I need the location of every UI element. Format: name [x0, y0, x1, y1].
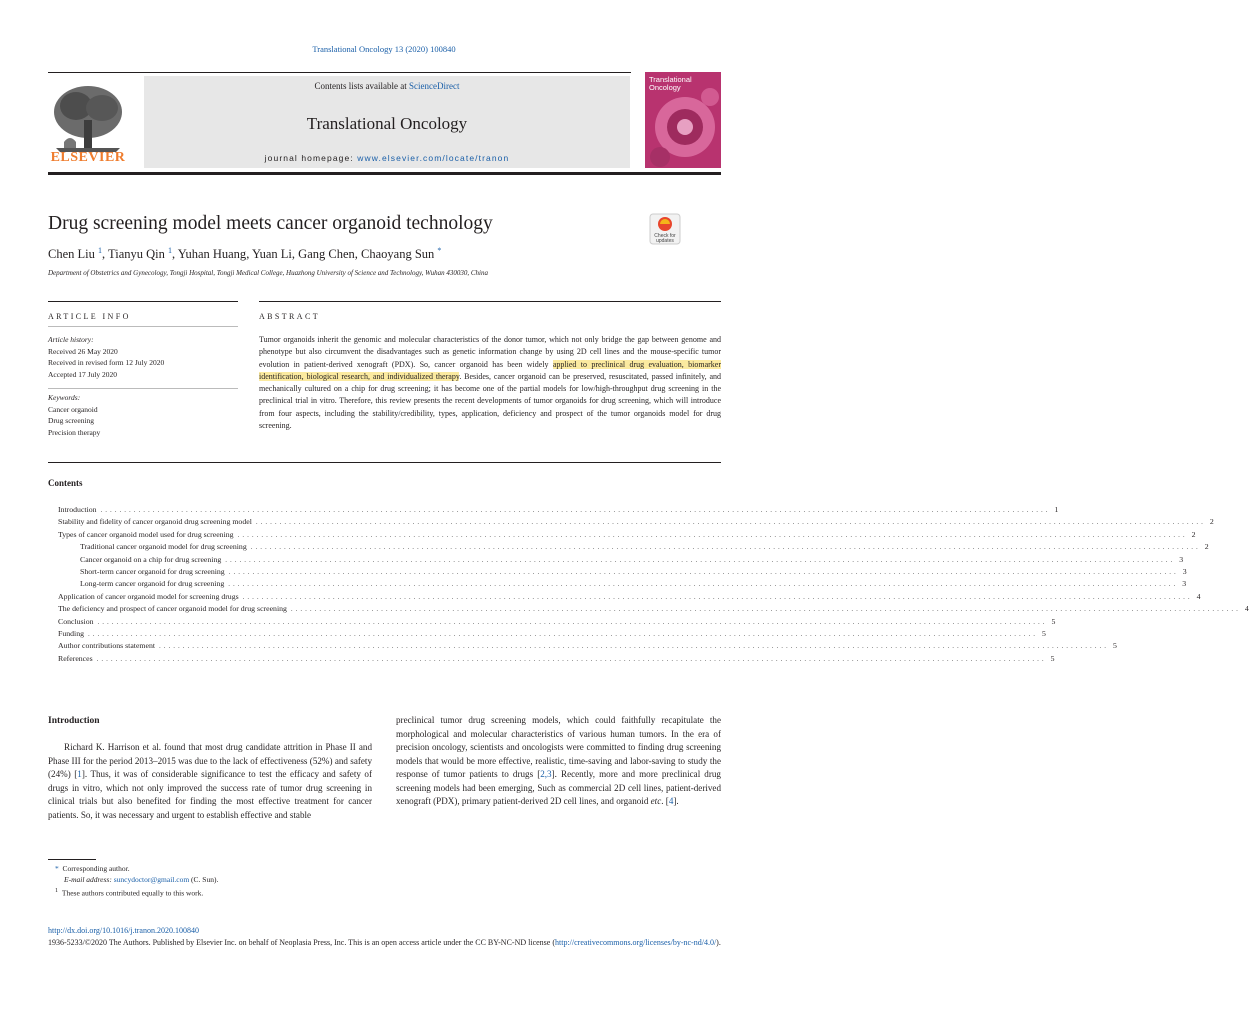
license-text: ).: [716, 938, 721, 947]
keywords-label: Keywords:: [48, 393, 81, 402]
toc-entry-page[interactable]: 2: [1209, 517, 1214, 527]
journal-homepage: [144, 153, 630, 163]
toc-entry-page[interactable]: 3: [1182, 579, 1187, 589]
footnote-rule: [48, 859, 96, 860]
email-footnote: [64, 874, 218, 885]
toc-entry-label[interactable]: Stability and fidelity of cancer organoid drug screening model: [58, 517, 252, 527]
highlighted-text[interactable]: applied to preclinical drug evaluation, biomarker identification, biological research, and individualized therapy: [259, 359, 721, 381]
license-statement: [48, 937, 721, 949]
license-text: 1936-5233/©2020 The Authors. Published by Elsevier Inc. on behalf of Neoplasia Press, Inc. This is an open access article under the CC BY-NC-ND license (: [48, 938, 556, 947]
toc-leader-dots: ........................................................................................................................................................................................................: [88, 629, 1038, 638]
author-name[interactable]: Yuan Li: [251, 247, 292, 262]
author-name[interactable]: Yuhan Huang: [177, 247, 247, 262]
toc-entry-label[interactable]: Application of cancer organoid model for screening drugs: [58, 591, 239, 601]
article-info-heading: ARTICLE INFO: [48, 312, 131, 321]
sciencedirect-link[interactable]: ScienceDirect: [409, 81, 460, 91]
toc-entry[interactable]: [58, 641, 1117, 653]
toc-entry[interactable]: [58, 542, 1209, 554]
toc-entry-page[interactable]: 2: [1204, 542, 1209, 552]
author-name[interactable]: Chen Liu: [48, 247, 95, 262]
toc-entry-label[interactable]: Long-term cancer organoid for drug screening: [80, 579, 225, 589]
footnote-mark: *: [55, 864, 59, 873]
toc-leader-dots: ........................................................................................................................................................................................................: [255, 518, 1206, 527]
abstract-rule: [259, 301, 721, 302]
toc-entry-page[interactable]: 1: [1054, 505, 1059, 514]
body-text: ]. Thus, it was of considerable significance to test the efficacy and safety of drugs in vitro, which not only improved the success rate of tumor drug screening in clinical trials but also benefited for finding the most effective treatment for cancer patients. So, it was necessary and urgent to establish effective and stable: [48, 769, 372, 820]
corresponding-footnote: [55, 863, 130, 874]
elsevier-wordmark: ELSEVIER: [50, 150, 126, 165]
toc-leader-dots: ........................................................................................................................................................................................................: [237, 530, 1188, 539]
journal-cover-image[interactable]: [645, 72, 721, 168]
header-rule-top: [48, 72, 631, 73]
footnote-mark: 1: [55, 887, 59, 894]
citation-link[interactable]: 2,3: [540, 769, 552, 779]
toc-entry-label[interactable]: References: [58, 653, 93, 663]
toc-entry-label[interactable]: Traditional cancer organoid model for drug screening: [80, 542, 247, 552]
email-link[interactable]: suncydoctor@gmail.com: [113, 875, 190, 884]
author-mark[interactable]: 1: [98, 246, 102, 255]
toc-leader-dots: ........................................................................................................................................................................................................: [96, 654, 1047, 663]
footnote-text: These authors contributed equally to this work.: [61, 888, 204, 898]
toc-entry[interactable]: [58, 628, 1046, 641]
article-info-rule: [48, 301, 238, 302]
contents-prefix: Contents lists available at: [314, 81, 409, 91]
toc-entry-page[interactable]: 5: [1113, 641, 1117, 651]
toc-entry-label[interactable]: Cancer organoid on a chip for drug screening: [80, 554, 222, 564]
toc-leader-dots: ........................................................................................................................................................................................................: [100, 506, 1051, 514]
body-text: . [: [661, 796, 669, 806]
info-rule: [48, 388, 238, 389]
homepage-link[interactable]: www.elsevier.com/locate/tranon: [357, 153, 510, 163]
toc-entry-label[interactable]: Introduction: [58, 505, 97, 514]
toc-entry-page[interactable]: 5: [1051, 616, 1056, 626]
toc-entry-page[interactable]: 3: [1179, 554, 1184, 564]
toc-entry-label[interactable]: Conclusion: [58, 616, 94, 626]
journal-citation[interactable]: Translational Oncology 13 (2020) 100840: [312, 44, 456, 54]
footnote-text: Corresponding author.: [62, 864, 130, 873]
homepage-prefix: journal homepage:: [264, 153, 358, 163]
body-text: preclinical tumor drug screening models, which could faithfully recapitulate the morphological and molecular characteristics of various human tumors. In the era of precision oncology, scientists and oncologists were committed to finding drug screening models that would be more effective, realistic, time-saving and labor-saving to study the response of tumor patients to drugs [: [396, 715, 721, 779]
toc-leader-dots: ........................................................................................................................................................................................................: [228, 567, 1179, 576]
citation-link[interactable]: 1: [77, 769, 82, 779]
history-label: Article history:: [48, 335, 94, 344]
equal-contribution-footnote: [55, 885, 203, 899]
citation-link[interactable]: 4: [668, 796, 674, 806]
toc-entry-page[interactable]: 4: [1196, 591, 1201, 601]
introduction-heading: Introduction: [48, 716, 100, 726]
check-for-updates-label: Check for updates: [654, 233, 676, 244]
abstract-text: [259, 334, 721, 432]
toc-leader-dots: ........................................................................................................................................................................................................: [290, 605, 1241, 614]
toc-leader-dots: ........................................................................................................................................................................................................: [228, 580, 1179, 589]
toc-entry-label[interactable]: Author contributions statement: [58, 641, 156, 651]
body-text: ].: [673, 796, 679, 806]
toc-entry-label[interactable]: Short-term cancer organoid for drug screening: [80, 566, 225, 576]
toc-entry-page[interactable]: 5: [1050, 653, 1055, 663]
toc-entry[interactable]: [58, 566, 1187, 579]
toc-entry[interactable]: [58, 604, 1249, 616]
body-text: ]. Recently, more and more preclinical drug screening models had been emerging, Such as commercial 2D cell lines, patient-derived xenograft (PDX), primary patient-derived 2D cell lines, and organoid: [396, 769, 721, 806]
body-text-italic: etc: [650, 796, 662, 806]
author-list: Chen Liu $^1$, Tianyu Qin $^1$, Yuhan Huang, Yuan Li, Gang Chen, Chaoyang Sun *: [48, 246, 442, 262]
toc-leader-dots: ........................................................................................................................................................................................................: [97, 617, 1048, 626]
author-name[interactable]: Gang Chen: [298, 247, 355, 262]
toc-entry[interactable]: [58, 616, 1056, 629]
keyword: Cancer organoid: [48, 404, 98, 414]
table-of-contents: [58, 505, 1249, 666]
abstract-part: . Besides, cancer organoid can be preserved, resuscitated, passed infinitely, and mechanically cultured on a chip for drug screening; it has become one of the partial models for low/high-throughput drug screening in the preclinical trial in vitro. Therefore, this review presents the recent developments of tumor organoids for drug screening, which will introduce from four aspects, including the stability/credibility, types, application, deficiency and prospect of the tumor organoids model for drug screening.: [259, 371, 722, 431]
contents-heading: Contents: [48, 478, 83, 488]
info-rule: [48, 326, 238, 327]
toc-entry[interactable]: [58, 579, 1187, 591]
toc-entry-label[interactable]: Funding: [58, 628, 84, 638]
journal-title: Translational Oncology: [306, 114, 468, 133]
contents-available-line: [144, 81, 630, 91]
author-name[interactable]: Chaoyang Sun: [361, 247, 435, 262]
article-title: Drug screening model meets cancer organoid technology: [48, 213, 493, 234]
toc-entry[interactable]: [58, 591, 1201, 604]
toc-entry-label[interactable]: Types of cancer organoid model used for drug screening: [58, 529, 234, 539]
author-mark[interactable]: *: [437, 246, 442, 255]
header-rule-bottom: [48, 172, 721, 175]
keyword: Drug screening: [48, 416, 95, 425]
toc-entry[interactable]: [58, 653, 1055, 666]
author-name[interactable]: Tianyu Qin: [108, 247, 165, 262]
section-rule: [48, 462, 721, 463]
toc-leader-dots: ........................................................................................................................................................................................................: [225, 555, 1176, 564]
toc-leader-dots: ........................................................................................................................................................................................................: [159, 642, 1110, 651]
body-column-left: [48, 741, 372, 822]
email-suffix: (C. Sun).: [189, 875, 219, 884]
toc-entry[interactable]: [58, 517, 1214, 529]
toc-entry-page[interactable]: 2: [1191, 529, 1196, 539]
toc-entry[interactable]: [58, 554, 1184, 567]
keyword: Precision therapy: [48, 427, 101, 437]
cover-title: Translational Oncology: [649, 75, 692, 92]
toc-entry-page[interactable]: 5: [1042, 628, 1046, 638]
toc-entry[interactable]: [58, 529, 1196, 542]
toc-entry-page[interactable]: 3: [1182, 566, 1187, 576]
license-link[interactable]: http://creativecommons.org/licenses/by-nc-nd/4.0/: [555, 938, 717, 947]
doi-link[interactable]: http://dx.doi.org/10.1016/j.tranon.2020.100840: [48, 926, 199, 935]
toc-leader-dots: ........................................................................................................................................................................................................: [242, 592, 1193, 601]
received-date: Received 26 May 2020: [48, 346, 118, 356]
abstract-heading: ABSTRACT: [259, 312, 320, 321]
body-text: Richard K. Harrison et al. found that most drug candidate attrition in Phase II and Phase III for the period 2013–2015 was due to the lack of effectiveness (52%) and safety (24%) [: [48, 742, 372, 779]
revised-date: Received in revised form 12 July 2020: [48, 358, 165, 367]
toc-leader-dots: ........................................................................................................................................................................................................: [250, 543, 1201, 552]
toc-entry-page[interactable]: 4: [1244, 604, 1249, 614]
author-mark[interactable]: 1: [168, 246, 172, 255]
affiliation: Department of Obstetrics and Gynecology, Tongji Hospital, Tongji Medical College, Huazhong University of Science and Technology, Wuhan 430030, China: [48, 269, 488, 277]
abstract-part: Tumor organoids inherit the genomic and molecular characteristics of the donor tumor, which not only bridge the gap between genome and phenotype but also circumvent the disadvantages such as genetic information change by using 2D cell lines and the mouse-specific tumor evolution in patient-derived xenograft (PDX). So, cancer organoid has been widely: [259, 335, 721, 369]
toc-entry-label[interactable]: The deficiency and prospect of cancer organoid model for drug screening: [58, 604, 287, 614]
toc-entry[interactable]: [58, 505, 1059, 517]
article-history: [48, 334, 164, 380]
keywords: [48, 392, 100, 438]
accepted-date: Accepted 17 July 2020: [48, 369, 117, 379]
body-column-right: [396, 714, 721, 809]
email-label: E-mail address:: [64, 875, 114, 884]
